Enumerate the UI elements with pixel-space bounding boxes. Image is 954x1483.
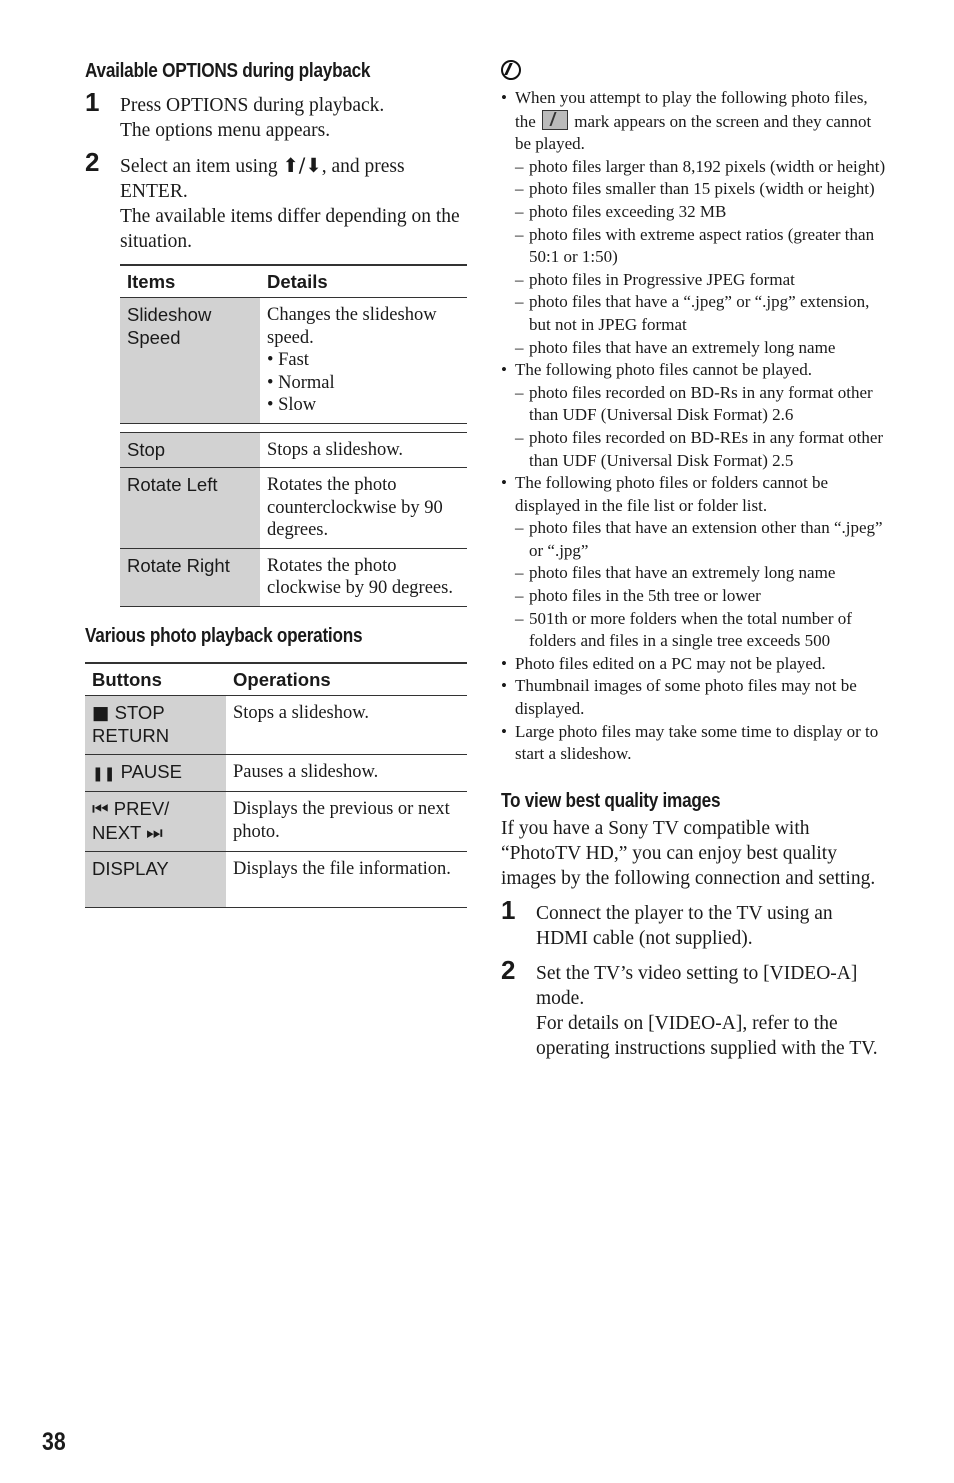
note-subitem: – photo files that have an extremely long name (501, 337, 886, 360)
list-item: • Slow (267, 394, 460, 417)
note-subitem: – photo files that have an extremely long name (501, 562, 886, 585)
column-header: Details (260, 265, 467, 298)
table-row (120, 298, 467, 424)
stop-icon: ■ (92, 702, 110, 724)
button-cell: ❚❚ PAUSE (85, 754, 226, 792)
item-cell: Rotate Left (120, 468, 260, 549)
item-cell: Slideshow Speed (120, 298, 260, 424)
operation-cell: Displays the file information. (226, 852, 467, 908)
note-subitem: – 501th or more folders when the total number of folders and files in a single tree exceeds 500 (501, 608, 886, 653)
table-row (120, 548, 467, 606)
operations-heading: Various photo playback operations (85, 624, 363, 647)
detail-cell: Rotates the photo counterclockwise by 90 degrees. (260, 468, 467, 549)
note-subitem: – photo files that have a “.jpeg” or “.jpg” extension, but not in JPEG format (501, 291, 886, 336)
column-header: Operations (226, 663, 467, 696)
left-column (85, 60, 467, 908)
note-subitem: – photo files larger than 8,192 pixels (width or height) (501, 156, 886, 179)
notes-header (501, 60, 886, 87)
table-row (85, 695, 467, 754)
step-result: The options menu appears. (120, 120, 331, 141)
note-item: • The following photo files or folders cannot be displayed in the file list or folder list. (501, 472, 886, 517)
note-icon (501, 60, 521, 80)
pause-icon: ❚❚ (92, 765, 116, 782)
step-text: Connect the player to the TV using an HDMI cable (not supplied). (536, 902, 833, 949)
note-subitem: – photo files with extreme aspect ratios (greater than 50:1 or 1:50) (501, 224, 886, 269)
options-step-2 (85, 147, 467, 254)
note-item: • Photo files edited on a PC may not be played. (501, 653, 886, 676)
right-column (501, 60, 886, 1061)
unplayable-photo-icon (542, 110, 568, 130)
operation-cell: Pauses a slideshow. (226, 754, 467, 792)
quality-heading: To view best quality images (501, 789, 721, 812)
note-item: • The following photo files cannot be played. (501, 359, 886, 382)
step-text: Press OPTIONS during playback. (120, 95, 385, 116)
note-item: • Large photo files may take some time to display or to start a slideshow. (501, 721, 886, 766)
step-number: 1 (85, 87, 100, 117)
list-item: • Normal (267, 372, 460, 395)
column-header: Items (120, 265, 260, 298)
note-item: • Thumbnail images of some photo files may not be displayed. (501, 675, 886, 720)
note-subitem: – photo files exceeding 32 MB (501, 201, 886, 224)
note-subitem: – photo files smaller than 15 pixels (width or height) (501, 178, 886, 201)
note-subitem: – photo files that have an extension other than “.jpeg” or “.jpg” (501, 517, 886, 562)
list-item: • Fast (267, 349, 460, 372)
operation-cell: Stops a slideshow. (226, 695, 467, 754)
note-item: • When you attempt to play the following photo files, the mark appears on the screen and they cannot be played. (501, 87, 886, 156)
note-subitem: – photo files recorded on BD-REs in any format other than UDF (Universal Disk Format) 2.5 (501, 427, 886, 472)
table-row (85, 852, 467, 908)
note-subitem: – photo files in Progressive JPEG format (501, 269, 886, 292)
step-text: Set the TV’s video setting to [VIDEO-A] mode. (536, 962, 858, 1009)
options-table (120, 264, 467, 607)
item-cell: Stop (120, 432, 260, 468)
detail-cell: Stops a slideshow. (260, 432, 467, 468)
step-result: For details on [VIDEO-A], refer to the operating instructions supplied with the TV. (536, 1012, 878, 1059)
item-cell: Rotate Right (120, 548, 260, 606)
table-row (120, 468, 467, 549)
step-number: 2 (85, 147, 100, 177)
up-down-arrows-icon: ⬆/⬇ (282, 154, 322, 177)
operation-cell: Displays the previous or next photo. (226, 792, 467, 852)
operations-table (85, 662, 467, 909)
note-subitem: – photo files recorded on BD-Rs in any format other than UDF (Universal Disk Format) 2.6 (501, 382, 886, 427)
speed-options-list (267, 349, 460, 417)
button-cell: DISPLAY (85, 852, 226, 908)
prev-icon: ⏮ (92, 799, 109, 820)
step-result: The available items differ depending on the situation. (120, 206, 460, 252)
notes-list (501, 87, 886, 766)
table-row (120, 432, 467, 468)
options-heading: Available OPTIONS during playback (85, 60, 371, 82)
step-number: 1 (501, 894, 516, 925)
step-text: Select an item using ⬆/⬇, and press ENTER. (120, 154, 405, 202)
table-row (85, 792, 467, 852)
button-cell: ■ STOP RETURN (85, 695, 226, 754)
note-subitem: – photo files in the 5th tree or lower (501, 585, 886, 608)
detail-cell: Rotates the photo clockwise by 90 degrees. (260, 548, 467, 606)
table-separator (120, 423, 467, 432)
table-row (85, 754, 467, 792)
table-header-row (85, 663, 467, 696)
page-number: 38 (42, 1428, 66, 1456)
options-step-1 (85, 87, 467, 143)
table-header-row (120, 265, 467, 298)
quality-step-1 (501, 894, 886, 951)
quality-intro: If you have a Sony TV compatible with “PhotoTV HD,” you can enjoy best quality images by the following connection and setting. (501, 817, 876, 889)
column-header: Buttons (85, 663, 226, 696)
step-number: 2 (501, 954, 516, 985)
detail-cell: Changes the slideshow speed. • Fast • Normal • Slow (260, 298, 467, 424)
quality-step-2 (501, 954, 886, 1061)
button-cell: ⏮ PREV/ NEXT ⏭ (85, 792, 226, 852)
next-icon: ⏭ (146, 822, 163, 844)
